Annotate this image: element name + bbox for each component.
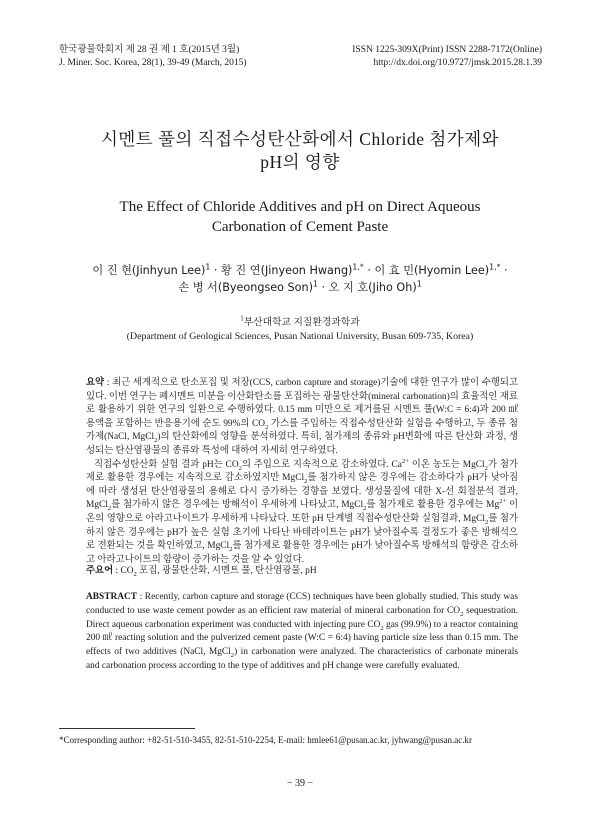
- affiliation: [40, 316, 560, 344]
- author-sep: ·: [317, 281, 329, 294]
- issn: ISSN 1225-309X(Print) ISSN 2288-7172(Online): [352, 45, 542, 55]
- running-header-right: [352, 44, 542, 70]
- affiliation-mark: 1: [240, 315, 244, 323]
- affiliation-en: (Department of Geological Sciences, Pusan National University, Busan 609-735, Korea): [126, 331, 474, 342]
- author-3-affil: 1,*: [489, 262, 501, 272]
- abstract-korean: [86, 377, 518, 567]
- author-4: 손 병 서(Byeongseo Son): [178, 281, 313, 294]
- keywords-label: 주요어: [86, 566, 114, 576]
- page-number: − 39 −: [286, 778, 314, 789]
- abstract-korean-p2: 직접수성탄산화 실험 결과 pH는 $CO_2$의 주입으로 지속적으로 감소하였다. $Ca^{2+}$ 이온 농도는 MgCl$_2$가 첨가제로 활용한 경우에는 지속적으로 감소하였지만 MgCl$_2$를 첨가하지 않은 경우에는 감소하다가 pH가 낮아짐에 따라 생성된 탄산염광물의 용해로 다시 증가하는 경향을 보였다. 생성물질에 대한 X-선 회절분석 결과, MgCl$_2$를 첨가하지 않은 경우에는 방해석이 우세하게 나타났고, MgCl$_2$를 첨가제로 활용한 경우에는 $Mg^{2+}$ 이온의 영향으로 아라고나이트가 우세하게 나타났다. 또한 pH 단계별 직접수성탄산화 실험결과, MgCl$_2$를 첨가하지 않은 경우에는 pH가 높은 실험 초기에 나타난 바테라이트는 pH가 낮아질수록 결정도가 좋은 방해석으로 전환되는 것을 확인하였고, MgCl$_2$를 첨가제로 활용한 경우에는 pH가 낮아질수록 방해석의 함량은 감소하고 아라고나이트의 함량이 증가하는 것을 알 수 있었다.: [86, 457, 518, 565]
- title-korean-line-2: pH의 영향: [260, 152, 340, 172]
- author-1: 이 진 현(Jinhyun Lee): [92, 264, 206, 277]
- abstract-english-label: ABSTRACT: [86, 592, 138, 602]
- title-english-line-1: The Effect of Chloride Additives and pH on Direct Aqueous: [119, 199, 481, 215]
- author-line-1: [40, 262, 560, 279]
- abstract-korean-p1: 요약 : 최근 세계적으로 탄소포집 및 저장(CCS, carbon capture and storage)기술에 대한 연구가 많이 수행되고 있다. 이번 연구는 폐시멘트 미분을 이산화탄소를 포집하는 광물탄산화(mineral carbonation)의 효율적인 재료로 활용하기 위한 연구의 일환으로 수행하였다. 0.15 mm 미만으로 제거를된 시멘트 풀(W:C = 6:4)과 200 ㎖ 용액을 포함하는 반응용기에 순도 99%의 $CO_2$ 가스를 주입하는 직접수성탄산화 실험을 수행하고, 두 종류 첨가제(NaCl, MgCl$_2$)의 탄산화에의 영향을 분석하였다. 특히, 첨가제의 종류와 pH변화에 따른 탄산화 과정, 생성되는 탄산염광물의 종류와 특성에 대하여 자세히 연구하였다.: [86, 378, 518, 456]
- title-english-line-2: Carbonation of Cement Paste: [211, 219, 389, 235]
- abstract-english: ABSTRACT : Recently, carbon capture and storage (CCS) techniques have been globally studied. This study was conducted to use waste cement powder as an efficient raw material of mineral carbonation for $CO_2$ sequestration. Direct aqueous carbonation experiment was conducted with injecting pure $CO_2$ gas (99.9%) to a reactor containing 200 ㎖ reacting solution and the pulverized cement paste (W:C = 6:4) having particle size less than 0.15 mm. The effects of two additives (NaCl, MgCl$_2$) in carbonation were analyzed. The characteristics of carbonate minerals and carbonation process according to the type of additives and pH change were carefully evaluated.: [86, 592, 518, 671]
- author-sep: ·: [210, 264, 222, 277]
- author-sep: ·: [500, 264, 508, 277]
- affiliation-ko: $^1$부산대학교 지질환경과학과: [240, 315, 360, 328]
- corresponding-author-footnote: *Corresponding author: +82-51-510-3455, 82-51-510-2254, E-mail: hmlee61@pusan.ac.kr, jyhwang@pusan.ac.kr: [59, 735, 472, 745]
- abstract-korean-label: 요약: [86, 378, 105, 388]
- author-sep: ·: [363, 264, 375, 277]
- author-5: 오 지 호(Jiho Oh): [328, 281, 417, 294]
- keywords-korean: 주요어 : $CO_2$ 포집, 광물탄산화, 시멘트 풀, 탄산염광물, pH: [86, 566, 317, 578]
- author-1-affil: 1: [205, 262, 211, 272]
- title-korean: [40, 128, 560, 174]
- running-header-left: [59, 44, 247, 70]
- journal-title-ko: 한국광물학회지 제 28 권 제 1 호(2015년 3월): [59, 45, 240, 55]
- author-5-affil: 1: [416, 279, 422, 289]
- footnote-rule: [59, 728, 195, 729]
- title-english: [40, 197, 560, 237]
- doi-link[interactable]: http://dx.doi.org/10.9727/jmsk.2015.28.1.39: [373, 58, 542, 68]
- journal-citation-en: J. Miner. Soc. Korea, 28(1), 39-49 (March, 2015): [59, 58, 247, 68]
- author-3: 이 효 민(Hyomin Lee): [374, 264, 490, 277]
- author-2: 황 진 연(Jinyeon Hwang): [221, 264, 353, 277]
- author-list: [40, 262, 560, 296]
- title-korean-line-1: 시멘트 풀의 직접수성탄산화에서 Chloride 첨가제와: [100, 129, 500, 149]
- author-2-affil: 1,*: [352, 262, 364, 272]
- author-line-2: [40, 279, 560, 296]
- author-4-affil: 1: [312, 279, 318, 289]
